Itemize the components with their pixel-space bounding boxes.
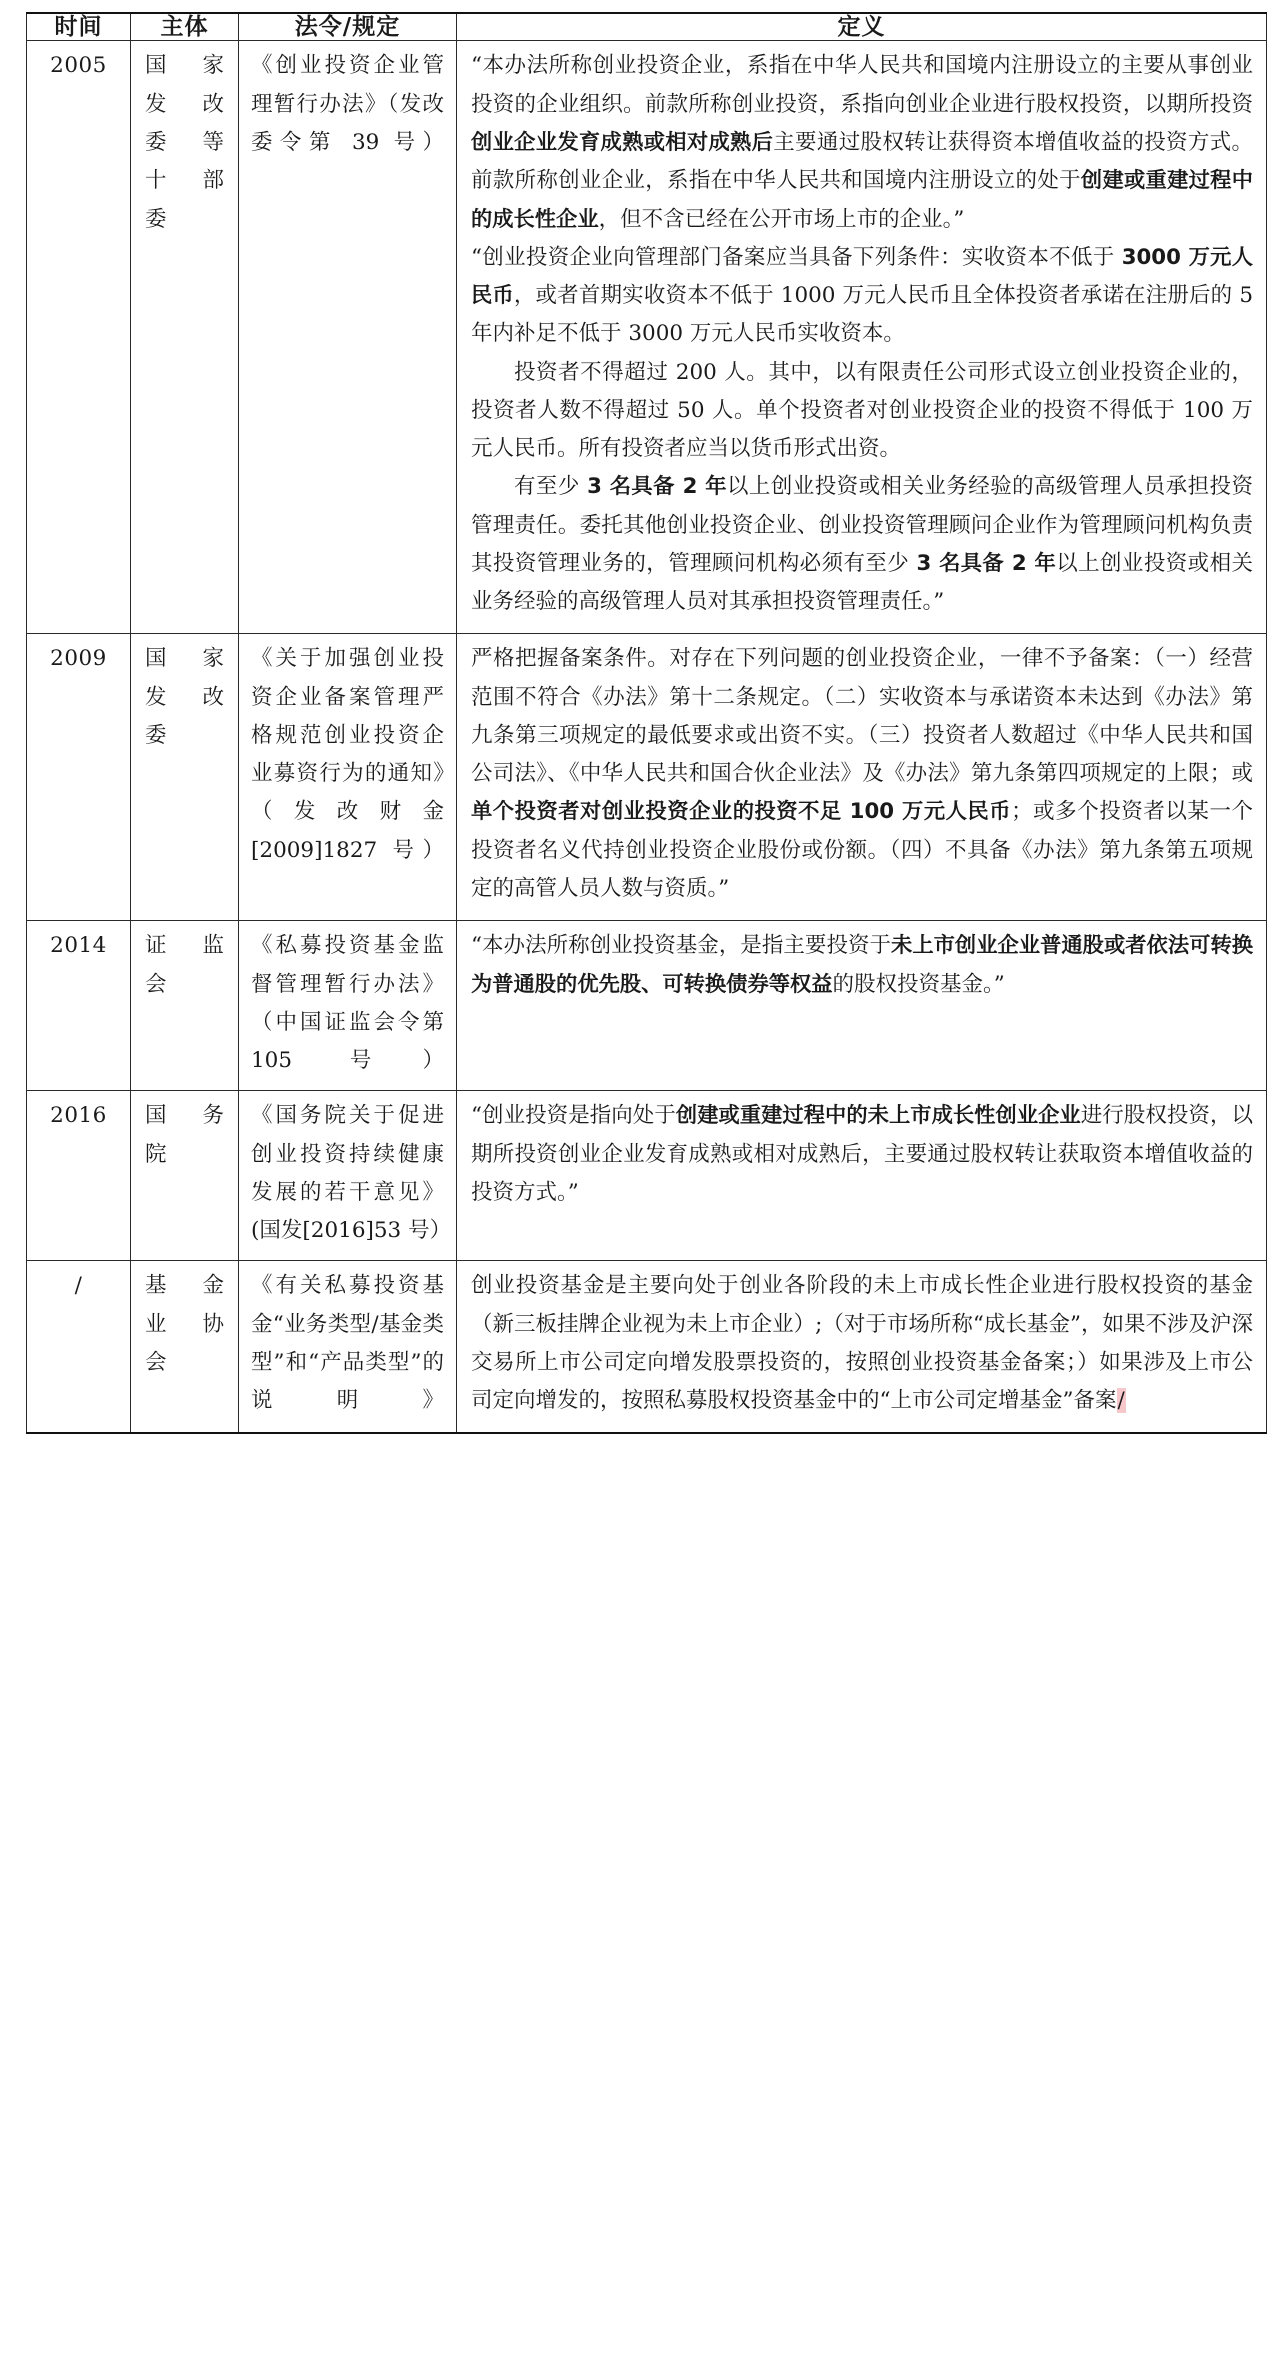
subject-value (131, 634, 238, 765)
body-text: 进行股权投资，以期所投资创业企业发育成熟或相对成熟后，主要通过股权转让获取资本增值收益的投资方式。” (471, 1103, 1253, 1205)
cell-law (239, 921, 457, 1091)
column-header-definition: 定义 (457, 13, 1267, 41)
subject-value (131, 1091, 238, 1184)
table-header (27, 13, 1267, 41)
subject-line: 发改 (145, 91, 224, 117)
time-value: 2014 (50, 933, 107, 959)
body-text: 的股权投资基金。” (832, 971, 1005, 997)
cell-law (239, 1091, 457, 1261)
definition-value (457, 1261, 1266, 1432)
emphasis-text: 3 名具备 2 年 (916, 550, 1057, 576)
definition-paragraph (471, 1097, 1253, 1212)
subject-line: 发改 (145, 684, 224, 710)
definition-value (457, 1091, 1266, 1224)
emphasis-text: 创建或重建过程中的成长性企业 (471, 168, 1253, 232)
regulations-table (26, 12, 1267, 1434)
subject-line: 会 (145, 971, 167, 997)
definition-paragraph (471, 640, 1253, 908)
cell-law (239, 41, 457, 634)
body-text: 以上创业投资或相关业务经验的高级管理人员对其承担投资管理责任。” (471, 550, 1253, 615)
body-text: 有至少 (514, 474, 588, 500)
header-row (27, 13, 1267, 41)
subject-line: 国家 (145, 646, 224, 672)
emphasis-text: 单个投资者对创业投资企业的投资不足 100 万元人民币 (471, 799, 1012, 825)
emphasis-text: 未上市创业企业普通股或者依法可转换为普通股的优先股、可转换债券等权益 (471, 933, 1253, 997)
column-header-law: 法令/规定 (239, 13, 457, 41)
body-text: ，但不含已经在公开市场上市的企业。” (598, 206, 965, 232)
subject-value (131, 921, 238, 1014)
emphasis-text: 创建或重建过程中的未上市成长性创业企业 (675, 1103, 1081, 1129)
cell-subject (131, 634, 239, 921)
law-value: 《国务院关于促进创业投资持续健康发展的若干意见》(国发[2016]53 号） (251, 1103, 452, 1244)
cell-definition (457, 1091, 1267, 1261)
emphasis-text: 3000 万元人民币 (471, 244, 1253, 309)
subject-line: 十部 (145, 168, 224, 194)
body-text: 主要通过股权转让获得资本增值收益的投资方式。前款所称创业企业，系指在中华人民共和国境内注册设立的处于 (471, 129, 1253, 194)
body-text: “创业投资企业向管理部门备案应当具备下列条件：实收资本不低于 (471, 244, 1122, 270)
emphasis-text: 创业企业发育成熟或相对成熟后 (471, 129, 774, 155)
subject-line: 基金 (145, 1273, 224, 1299)
column-header-time: 时间 (27, 13, 131, 41)
definition-paragraph (471, 1267, 1253, 1420)
cell-time (27, 1091, 131, 1261)
cell-time (27, 41, 131, 634)
table-row (27, 634, 1267, 921)
law-value: 《有关私募投资基金“业务类型/基金类型”和“产品类型”的说明》 (251, 1273, 444, 1414)
body-text: 严格把握备案条件。对存在下列问题的创业投资企业，一律不予备案：（一）经营范围不符合《办法》第十二条规定。（二）实收资本与承诺资本未达到《办法》第九条第三项规定的最低要求或出资不实。（三）投资者人数超过《中华人民共和国公司法》、《中华人民共和国合伙企业法》及《办法》第九条第四项规定的上限；或 (471, 646, 1253, 787)
table-row (27, 1261, 1267, 1434)
subject-line: 业协 (145, 1311, 224, 1337)
body-text: “本办法所称创业投资基金，是指主要投资于 (471, 933, 892, 959)
cell-law (239, 1261, 457, 1434)
cell-subject (131, 1091, 239, 1261)
definition-value (457, 921, 1266, 1016)
cell-subject (131, 1261, 239, 1434)
subject-line: 委 (145, 206, 167, 232)
time-value: 2009 (50, 646, 107, 672)
subject-line: 委等 (145, 129, 224, 155)
subject-value (131, 41, 238, 248)
cell-time (27, 634, 131, 921)
body-text: “本办法所称创业投资企业，系指在中华人民共和国境内注册设立的主要从事创业投资的企业组织。前款所称创业投资，系指向创业企业进行股权投资，以期所投资 (471, 53, 1253, 117)
time-value: 2005 (50, 53, 107, 79)
cell-definition (457, 41, 1267, 634)
law-value: 《创业投资企业管理暂行办法》（发改委令第 39 号） (251, 53, 444, 155)
cell-definition (457, 921, 1267, 1091)
highlighted-slash: / (1117, 1388, 1125, 1414)
table-row (27, 41, 1267, 634)
law-value: 《关于加强创业投资企业备案管理严格规范创业投资企业募资行为的通知》（发改财金[2009]1827 号） (251, 646, 444, 863)
definition-value (457, 41, 1266, 633)
time-value: 2016 (50, 1103, 107, 1129)
emphasis-text: 3 名具备 2 年 (587, 474, 727, 500)
body-text: 投资者不得超过 200 人。其中，以有限责任公司形式设立创业投资企业的，投资者人数不得超过 50 人。单个投资者对创业投资企业的投资不得低于 100 万元人民币。所有投资者应当以货币形式出资。 (471, 359, 1253, 462)
subject-line: 国务 (145, 1103, 224, 1129)
definition-value (457, 634, 1266, 920)
body-text: ，或者首期实收资本不低于 1000 万元人民币且全体投资者承诺在注册后的 5 年内补足不低于 3000 万元人民币实收资本。 (471, 283, 1254, 347)
cell-subject (131, 921, 239, 1091)
definition-paragraph (471, 468, 1253, 621)
table-body (27, 41, 1267, 1434)
cell-time (27, 1261, 131, 1434)
time-value: / (74, 1273, 83, 1299)
column-header-subject: 主体 (131, 13, 239, 41)
cell-definition (457, 1261, 1267, 1434)
cell-law (239, 634, 457, 921)
definition-paragraph (471, 927, 1253, 1004)
cell-definition (457, 634, 1267, 921)
body-text: 创业投资基金是主要向处于创业各阶段的未上市成长性企业进行股权投资的基金（新三板挂牌企业视为未上市企业）;（对于市场所称“成长基金”，如果不涉及沪深交易所上市公司定向增发股票投资的，按照创业投资基金备案；）如果涉及上市公司定向增发的，按照私募股权投资基金中的“上市公司定增基金”备案 (471, 1273, 1253, 1414)
cell-time (27, 921, 131, 1091)
body-text: 以上创业投资或相关业务经验的高级管理人员承担投资管理责任。委托其他创业投资企业、创业投资管理顾问企业作为管理顾问机构负责其投资管理业务的，管理顾问机构必须有至少 (471, 474, 1253, 576)
definition-paragraph (471, 354, 1253, 469)
subject-line: 院 (145, 1141, 167, 1167)
subject-line: 国家 (145, 53, 224, 79)
definition-paragraph (471, 47, 1253, 238)
definition-paragraph (471, 239, 1253, 354)
body-text: “创业投资是指向处于 (471, 1103, 676, 1129)
table-row (27, 1091, 1267, 1261)
cell-subject (131, 41, 239, 634)
subject-value (131, 1261, 238, 1392)
subject-line: 委 (145, 722, 167, 748)
table-row (27, 921, 1267, 1091)
subject-line: 证监 (145, 933, 224, 959)
body-text: ；或多个投资者以某一个投资者名义代持创业投资企业股份或份额。（四）不具备《办法》第九条第五项规定的高管人员人数与资质。” (471, 799, 1253, 902)
subject-line: 会 (145, 1349, 167, 1375)
law-value: 《私募投资基金监督管理暂行办法》（中国证监会令第 105 号） (251, 933, 444, 1074)
